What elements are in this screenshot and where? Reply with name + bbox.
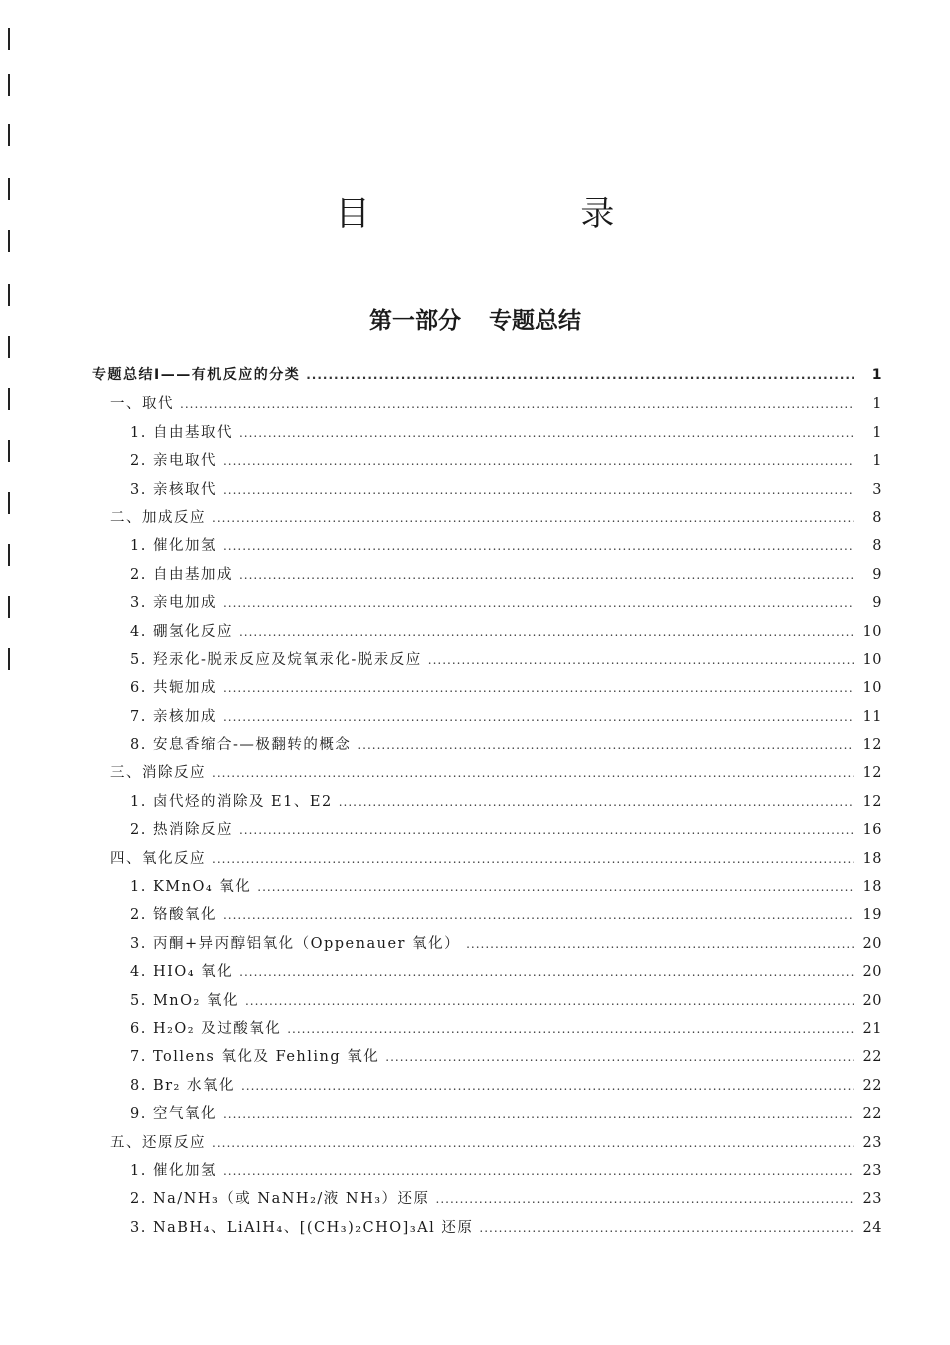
margin-mark bbox=[8, 492, 10, 514]
dot-leader bbox=[239, 823, 854, 837]
dot-leader bbox=[223, 539, 854, 553]
toc-entry[interactable] bbox=[92, 818, 882, 846]
part-label: 第一部分 bbox=[369, 308, 461, 334]
toc-entry-page: 18 bbox=[862, 850, 882, 867]
toc-entry-page: 16 bbox=[862, 822, 882, 839]
toc-entry-page: 20 bbox=[862, 935, 882, 952]
toc-entry-page: 1 bbox=[872, 396, 882, 413]
toc-entry-label: 4. HIO₄ 氧化 bbox=[130, 964, 234, 981]
toc-entry[interactable] bbox=[92, 648, 882, 676]
toc-entry-label: 3. 亲核取代 bbox=[130, 481, 217, 498]
toc-entry-label: 1. 自由基取代 bbox=[130, 424, 233, 441]
toc-entry-label: 二、加成反应 bbox=[110, 509, 206, 526]
dot-leader bbox=[239, 625, 854, 639]
part-name: 专题总结 bbox=[489, 308, 581, 334]
dot-leader bbox=[212, 852, 854, 866]
toc-entry[interactable] bbox=[92, 676, 882, 704]
toc-entry[interactable] bbox=[92, 534, 882, 562]
toc-entry-label: 1. KMnO₄ 氧化 bbox=[130, 879, 252, 896]
toc-entry-label: 6. H₂O₂ 及过酸氧化 bbox=[130, 1020, 282, 1037]
dot-leader bbox=[239, 426, 854, 440]
toc-entry-page: 22 bbox=[862, 1077, 882, 1094]
dot-leader bbox=[385, 1050, 854, 1064]
toc-entry-label: 五、还原反应 bbox=[110, 1134, 206, 1151]
margin-mark bbox=[8, 388, 10, 410]
toc-entry-page: 10 bbox=[862, 651, 882, 668]
toc-entry-label: 3. 丙酮+异丙醇铝氧化（Oppenauer 氧化） bbox=[130, 935, 461, 952]
toc-entry[interactable] bbox=[92, 1102, 882, 1130]
toc-entry-page: 12 bbox=[862, 793, 882, 810]
toc-entry[interactable] bbox=[92, 989, 882, 1017]
dot-leader bbox=[245, 994, 854, 1008]
dot-leader bbox=[223, 1164, 854, 1178]
toc-entry-label: 2. 自由基加成 bbox=[130, 566, 233, 583]
toc-entry[interactable] bbox=[92, 960, 882, 988]
toc-entry-label: 四、氧化反应 bbox=[110, 850, 206, 867]
toc-entry-page: 9 bbox=[872, 595, 882, 612]
toc-entry[interactable] bbox=[92, 932, 882, 960]
toc-entry[interactable] bbox=[92, 563, 882, 591]
toc-entry-page: 12 bbox=[862, 737, 882, 754]
toc-entry-page: 20 bbox=[862, 964, 882, 981]
toc-entry[interactable] bbox=[92, 449, 882, 477]
toc-entry-page: 10 bbox=[862, 623, 882, 640]
toc-entry-label: 8. 安息香缩合-—极翻转的概念 bbox=[130, 737, 352, 754]
toc-entry-label: 1. 催化加氢 bbox=[130, 538, 217, 555]
dot-leader bbox=[223, 908, 854, 922]
toc-entry-label: 7. 亲核加成 bbox=[130, 708, 217, 725]
toc-entry[interactable] bbox=[92, 392, 882, 420]
toc-entry[interactable] bbox=[92, 1074, 882, 1102]
toc-entry[interactable] bbox=[92, 903, 882, 931]
toc-entry-page: 9 bbox=[872, 566, 882, 583]
toc-entry[interactable] bbox=[92, 1017, 882, 1045]
toc-entry[interactable] bbox=[92, 1187, 882, 1215]
toc-entry-label: 6. 共轭加成 bbox=[130, 680, 217, 697]
margin-mark bbox=[8, 74, 10, 96]
dot-leader bbox=[428, 653, 854, 667]
dot-leader bbox=[223, 454, 854, 468]
toc-entry-label: 2. Na/NH₃（或 NaNH₂/液 NH₃）还原 bbox=[130, 1191, 430, 1208]
dot-leader bbox=[223, 1107, 854, 1121]
toc-entry-label: 3. NaBH₄、LiAlH₄、[(CH₃)₂CHO]₃Al 还原 bbox=[130, 1219, 474, 1236]
toc-entry-label: 2. 铬酸氧化 bbox=[130, 907, 217, 924]
toc-entry-page: 23 bbox=[862, 1134, 882, 1151]
dot-leader bbox=[212, 1136, 854, 1150]
toc-entry-label: 9. 空气氧化 bbox=[130, 1106, 217, 1123]
dot-leader bbox=[180, 397, 854, 411]
toc-entry-page: 11 bbox=[862, 708, 882, 725]
toc-entry-page: 21 bbox=[862, 1020, 882, 1037]
toc-entry-label: 8. Br₂ 水氧化 bbox=[130, 1077, 235, 1094]
toc-entry-label: 三、消除反应 bbox=[110, 765, 206, 782]
toc-entry-page: 1 bbox=[872, 424, 882, 441]
toc-entry-label: 3. 亲电加成 bbox=[130, 595, 217, 612]
dot-leader bbox=[239, 568, 854, 582]
toc-entry[interactable] bbox=[92, 1159, 882, 1187]
toc-entry[interactable] bbox=[92, 364, 882, 392]
margin-mark bbox=[8, 440, 10, 462]
margin-mark bbox=[8, 596, 10, 618]
part-heading bbox=[0, 302, 950, 335]
dot-leader bbox=[239, 965, 854, 979]
toc-entry-page: 24 bbox=[862, 1219, 882, 1236]
toc-entry[interactable] bbox=[92, 591, 882, 619]
dot-leader bbox=[212, 511, 854, 525]
dot-leader bbox=[223, 483, 854, 497]
toc-entry[interactable] bbox=[92, 733, 882, 761]
page-title: 目 录 bbox=[335, 193, 715, 234]
toc-entry[interactable] bbox=[92, 506, 882, 534]
margin-mark bbox=[8, 336, 10, 358]
toc-entry-page: 20 bbox=[862, 992, 882, 1009]
dot-leader bbox=[436, 1192, 854, 1206]
toc-entry-page: 22 bbox=[862, 1049, 882, 1066]
dot-leader bbox=[466, 937, 854, 951]
dot-leader bbox=[306, 368, 854, 382]
margin-mark bbox=[8, 544, 10, 566]
toc-entry[interactable] bbox=[92, 790, 882, 818]
toc-entry-page: 8 bbox=[872, 509, 882, 526]
toc-entry-label: 4. 硼氢化反应 bbox=[130, 623, 233, 640]
toc-entry[interactable] bbox=[92, 1216, 882, 1244]
margin-mark bbox=[8, 28, 10, 50]
dot-leader bbox=[479, 1221, 854, 1235]
toc-entry-label: 2. 亲电取代 bbox=[130, 453, 217, 470]
table-of-contents bbox=[92, 364, 882, 1244]
toc-entry[interactable] bbox=[92, 875, 882, 903]
toc-entry[interactable] bbox=[92, 761, 882, 789]
toc-entry-page: 8 bbox=[872, 538, 882, 555]
dot-leader bbox=[223, 596, 854, 610]
toc-entry-page: 23 bbox=[862, 1191, 882, 1208]
toc-entry-label: 专题总结Ⅰ——有机反应的分类 bbox=[92, 367, 301, 383]
margin-mark bbox=[8, 124, 10, 146]
toc-entry-label: 7. Tollens 氧化及 Fehling 氧化 bbox=[130, 1049, 380, 1066]
dot-leader bbox=[223, 710, 854, 724]
margin-mark bbox=[8, 648, 10, 670]
dot-leader bbox=[357, 738, 854, 752]
toc-entry-page: 18 bbox=[862, 879, 882, 896]
toc-entry-page: 1 bbox=[872, 453, 882, 470]
dot-leader bbox=[223, 681, 854, 695]
toc-entry-label: 一、取代 bbox=[110, 396, 174, 413]
dot-leader bbox=[257, 880, 854, 894]
toc-entry-label: 1. 卤代烃的消除及 E1、E2 bbox=[130, 793, 333, 810]
toc-entry-page: 12 bbox=[862, 765, 882, 782]
dot-leader bbox=[339, 795, 854, 809]
toc-entry-label: 5. MnO₂ 氧化 bbox=[130, 992, 239, 1009]
toc-entry[interactable] bbox=[92, 1045, 882, 1073]
toc-entry-label: 5. 羟汞化-脱汞反应及烷氧汞化-脱汞反应 bbox=[130, 651, 422, 668]
toc-entry[interactable] bbox=[92, 478, 882, 506]
dot-leader bbox=[212, 766, 854, 780]
toc-entry[interactable] bbox=[92, 847, 882, 875]
toc-entry-label: 1. 催化加氢 bbox=[130, 1162, 217, 1179]
toc-entry-page: 3 bbox=[872, 481, 882, 498]
toc-entry-page: 1 bbox=[871, 367, 882, 383]
dot-leader bbox=[241, 1079, 854, 1093]
toc-entry-page: 19 bbox=[862, 907, 882, 924]
toc-entry[interactable] bbox=[92, 1131, 882, 1159]
toc-entry[interactable] bbox=[92, 620, 882, 648]
toc-entry-page: 23 bbox=[862, 1162, 882, 1179]
toc-entry-page: 10 bbox=[862, 680, 882, 697]
toc-entry-page: 22 bbox=[862, 1106, 882, 1123]
toc-entry[interactable] bbox=[92, 705, 882, 733]
toc-entry[interactable] bbox=[92, 421, 882, 449]
dot-leader bbox=[287, 1022, 854, 1036]
toc-entry-label: 2. 热消除反应 bbox=[130, 822, 233, 839]
